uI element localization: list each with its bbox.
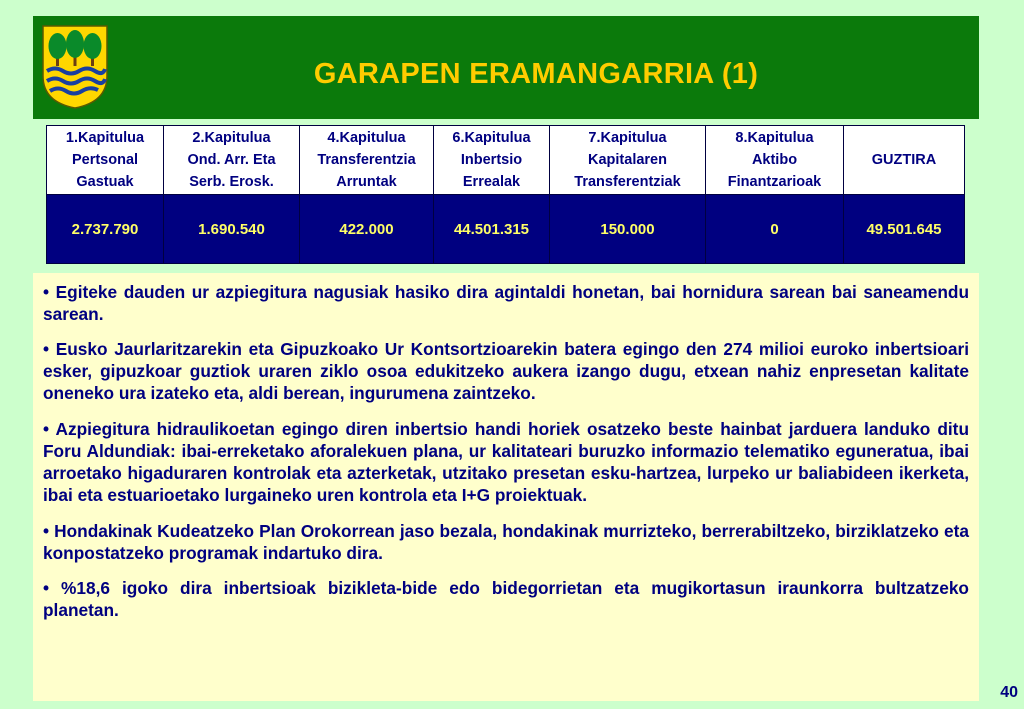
table-cell: 44.501.315	[434, 195, 550, 264]
text-box	[33, 273, 979, 701]
page-title: GARAPEN ERAMANGARRIA (1)	[313, 58, 759, 90]
table-header-cell: 7.Kapitulua Kapitalaren Transferentziak	[550, 126, 706, 195]
table-cell: 2.737.790	[47, 195, 164, 264]
bullet-item: • Eusko Jaurlaritzarekin eta Gipuzkoako Ur Kontsortzioarekin batera egingo den 274 milioi euroko inbertsioari esker, gipuzkoar guztiok uraren ziklo osoa edukitzeko aukera izango dugu, etxean nahiz enpresetan kalitate oneneko ura izateko eta, aldi berean, ingurumena zaintzeko.	[43, 339, 969, 403]
table-header-cell: 4.Kapitulua Transferentzia Arruntak	[300, 126, 434, 195]
bullet-item: • %18,6 igoko dira inbertsioak bizikleta-bide edo bidegorrietan eta mugikortasun iraunkorra bultzatzeko planetan.	[43, 578, 969, 620]
bullet-item: • Azpiegitura hidraulikoetan egingo diren inbertsio handi horiek osatzeko beste hainbat jarduera landuko ditu Foru Aldundiak: ibai-erreketako aforalekuen plana, ur kalitateari buruzko informazio telematiko eguneratua, ibai arroetako higaduraren kontrolak eta azterketak, utzitako presetan esku-hartzea, lurpeko ur baliabideen ikerketa, ibai eta estuarioetako lurgaineko uren kontrola eta I+G proiektuak.	[43, 419, 969, 505]
table-header-row	[47, 126, 965, 195]
table-cell: 150.000	[550, 195, 706, 264]
table-header-total: GUZTIRA	[844, 126, 965, 195]
bullet-item: • Hondakinak Kudeatzeko Plan Orokorrean jaso bezala, hondakinak murrizteko, berrerabiltzeko, birziklatzeko eta konpostatzeko programak indartuko dira.	[43, 521, 969, 563]
table-header-cell: 2.Kapitulua Ond. Arr. Eta Serb. Erosk.	[164, 126, 300, 195]
budget-table	[46, 125, 965, 264]
table-header-cell: 8.Kapitulua Aktibo Finantzarioak	[706, 126, 844, 195]
table-cell-total: 49.501.645	[844, 195, 965, 264]
page-number: 40	[1000, 684, 1018, 701]
table-header-cell: 6.Kapitulua Inbertsio Errealak	[434, 126, 550, 195]
table-cell: 0	[706, 195, 844, 264]
bullet-item: • Egiteke dauden ur azpiegitura nagusiak hasiko dira agintaldi honetan, bai hornidura sarean bai saneamendu sarean.	[43, 282, 969, 324]
header-banner	[33, 16, 979, 119]
table-header-cell: 1.Kapitulua Pertsonal Gastuak	[47, 126, 164, 195]
table-row	[47, 195, 965, 264]
table-cell: 1.690.540	[164, 195, 300, 264]
table-cell: 422.000	[300, 195, 434, 264]
